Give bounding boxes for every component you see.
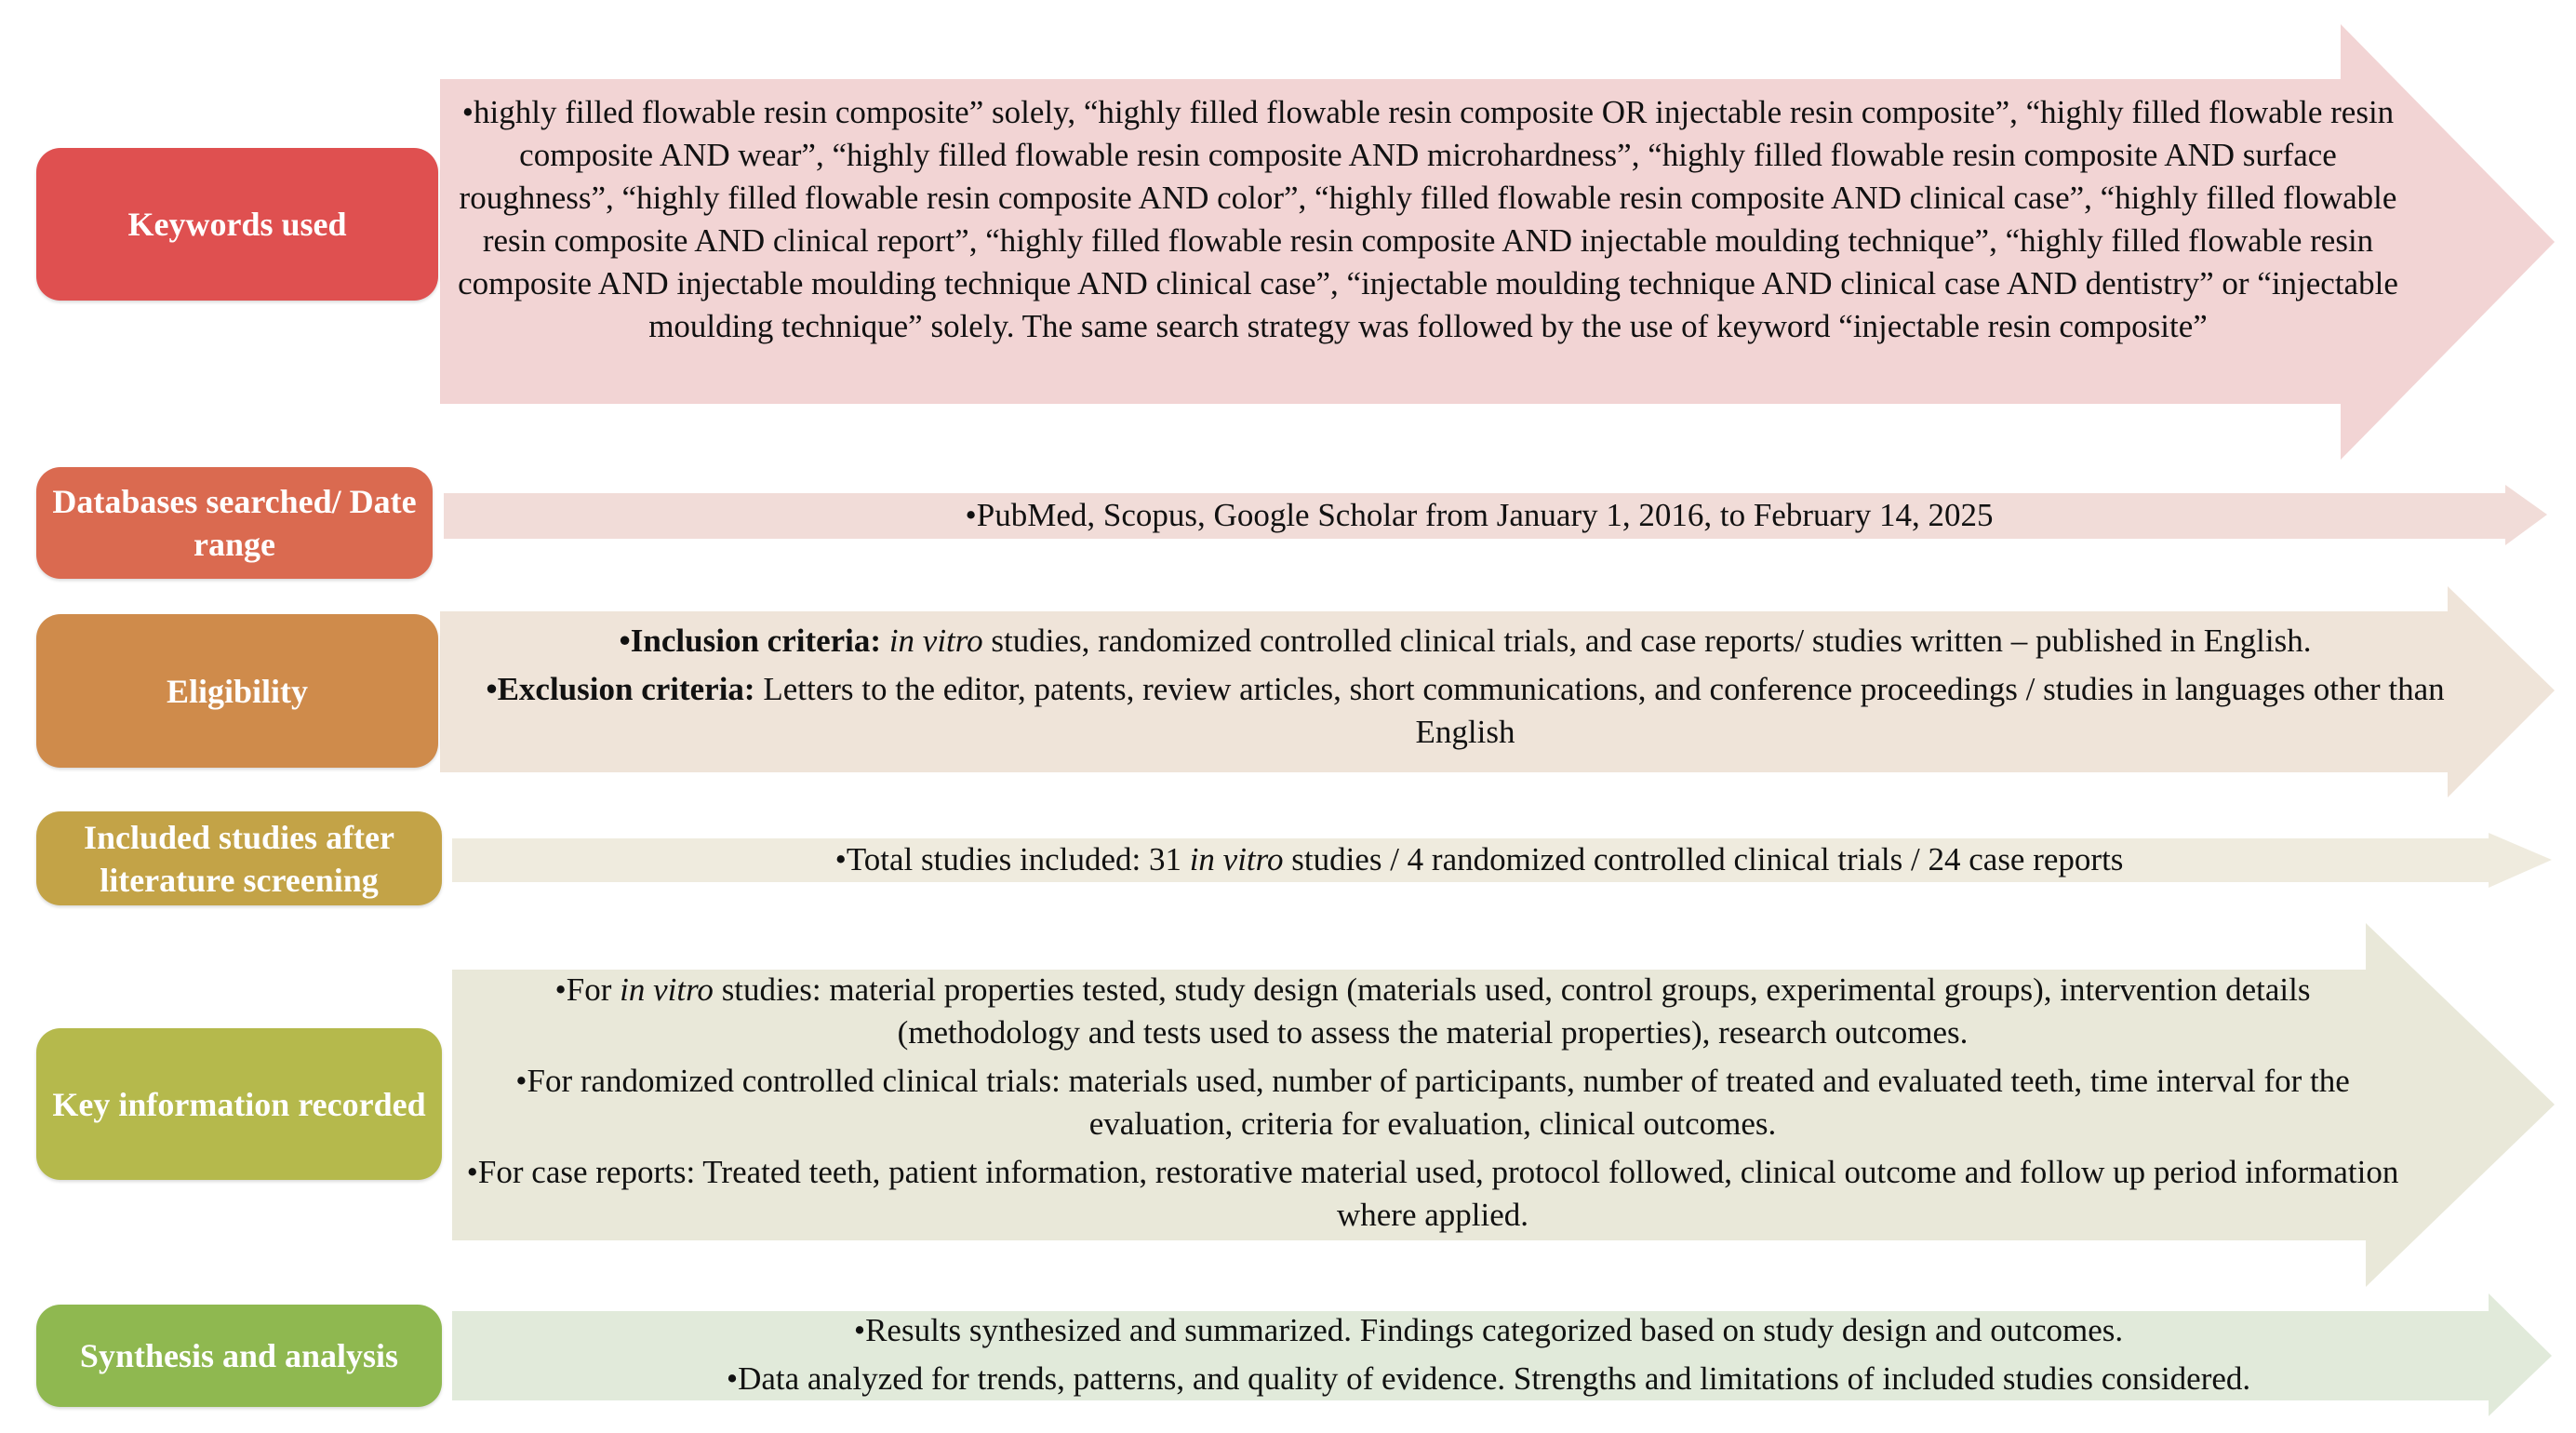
databases-label: Databases searched/ Date range: [52, 483, 417, 563]
inclusion-italic: in vitro: [888, 623, 983, 659]
key-info-invitro: [465, 969, 2400, 1054]
synthesis-label: Synthesis and analysis: [79, 1337, 399, 1374]
eligibility-label-box: [36, 614, 438, 768]
synthesis-text: [465, 1309, 2512, 1406]
keywords-label-box: [36, 148, 438, 301]
inclusion-criteria: [451, 620, 2479, 663]
keywords-text-content: •highly filled flowable resin composite” solely, “highly filled flowable resin composite OR injectable resin composite”, “highly filled flowable resin composite AND wear”, “highly filled flowable resin composite AND microhardness”, “highly filled flowable resin composite AND surface roughness”, “highly filled flowable resin composite AND color”, “highly filled flowable resin composite AND clinical case”, “highly filled flowable resin composite AND clinical report”, “highly filled flowable resin composite AND injectable moulding technique”, “highly filled flowable resin composite AND injectable moulding technique AND clinical case”, “injectable moulding technique AND clinical case AND dentistry” or “injectable moulding technique” solely. The same search strategy was followed by the use of keyword “injectable resin composite”: [458, 94, 2398, 344]
key-info-invitro-pre: •For: [554, 971, 612, 1008]
synthesis-line-1: •Results synthesized and summarized. Findings categorized based on study design and outcomes.: [853, 1312, 2124, 1348]
key-info-invitro-italic: in vitro: [620, 971, 714, 1008]
exclusion-criteria: [451, 668, 2479, 754]
databases-label-box: [36, 467, 433, 579]
eligibility-label: Eligibility: [166, 672, 309, 710]
key-info-invitro-text: studies: material properties tested, study design (materials used, control groups, experimental groups), intervention details (methodology and tests used to assess the material properties), research outcomes.: [721, 971, 2311, 1051]
included-text-pre: •Total studies included: 31: [834, 841, 1181, 877]
included-text: [465, 838, 2493, 881]
key-info-label-box: [36, 1028, 442, 1180]
included-label-box: [36, 811, 442, 905]
key-info-rct: •For randomized controlled clinical trials: materials used, number of participants, number of treated and evaluated teeth, time interval for the evaluation, criteria for evaluation, clinical outcomes.: [515, 1063, 2350, 1142]
key-info-case: •For case reports: Treated teeth, patient information, restorative material used, protocol followed, clinical outcome and follow up period information where applied.: [466, 1154, 2399, 1233]
key-info-text: [465, 969, 2400, 1242]
keywords-text: [456, 91, 2400, 348]
included-label: Included studies after literature screening: [83, 818, 395, 899]
inclusion-heading: •Inclusion criteria:: [619, 623, 882, 659]
inclusion-text: studies, randomized controlled clinical trials, and case reports/ studies written – published in English.: [991, 623, 2312, 659]
synthesis-label-box: [36, 1305, 442, 1407]
key-info-label: Key information recorded: [52, 1085, 426, 1123]
databases-text: [456, 494, 2503, 537]
exclusion-heading: •Exclusion criteria:: [486, 671, 755, 707]
exclusion-text: Letters to the editor, patents, review articles, short communications, and conference proceedings / studies in languages other than English: [763, 671, 2445, 750]
eligibility-text: [451, 620, 2479, 759]
included-text-post: studies / 4 randomized controlled clinical trials / 24 case reports: [1291, 841, 2124, 877]
included-text-italic: in vitro: [1189, 841, 1284, 877]
synthesis-line-2: •Data analyzed for trends, patterns, and quality of evidence. Strengths and limitations of included studies considered.: [726, 1360, 2251, 1397]
keywords-label: Keywords used: [127, 206, 347, 243]
databases-text-content: •PubMed, Scopus, Google Scholar from January 1, 2016, to February 14, 2025: [965, 497, 1994, 533]
